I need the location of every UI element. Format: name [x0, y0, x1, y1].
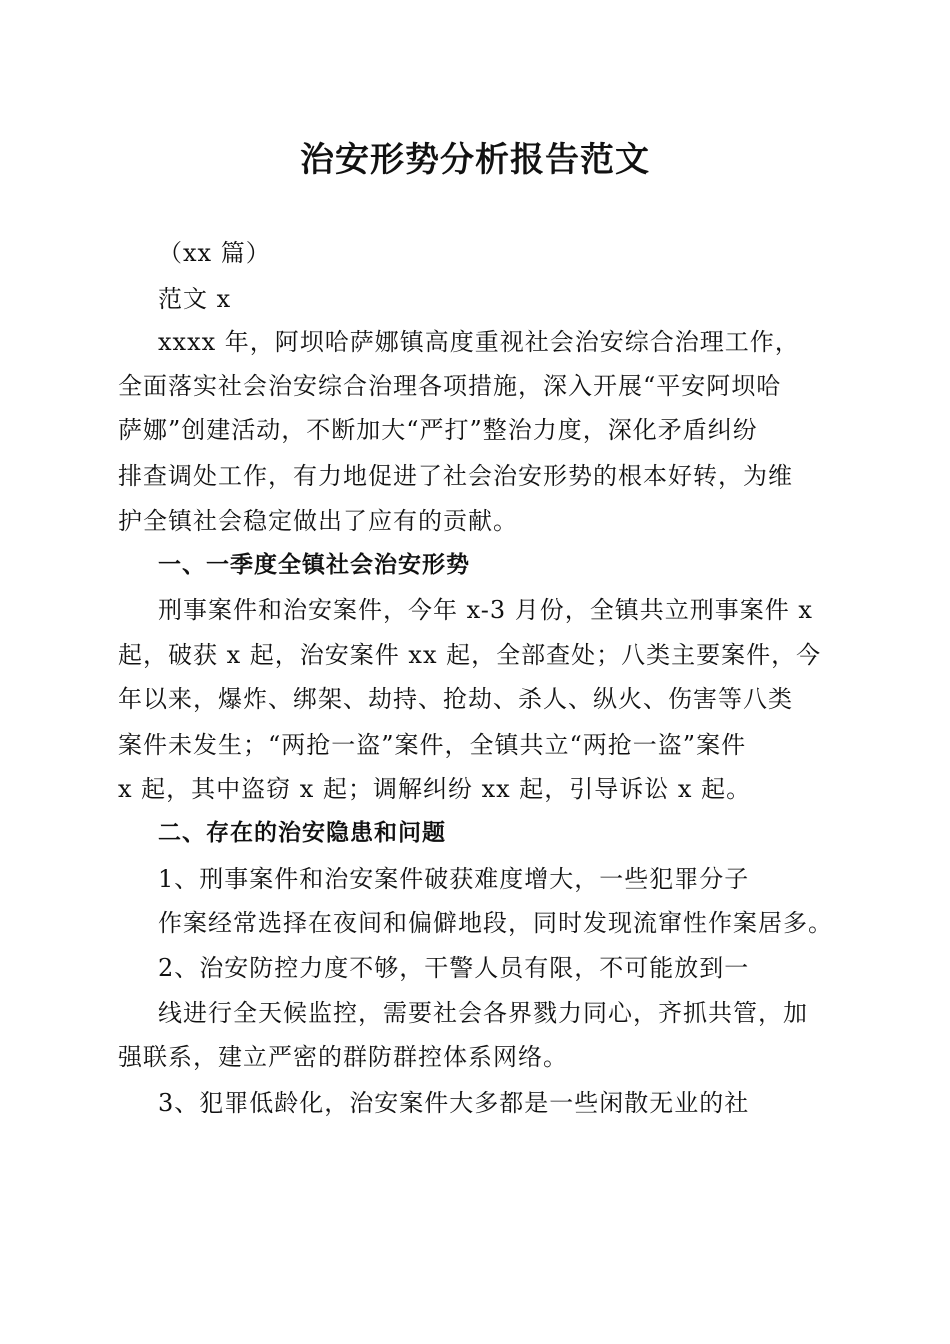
section-heading-2: 二、存在的治安隐患和问题	[158, 820, 446, 846]
paragraph2-line: 案件未发生；“两抢一盗”案件，全镇共立“两抢一盗”案件	[118, 731, 747, 759]
paragraph2-line: 起，破获 x 起，治安案件 xx 起，全部查处；八类主要案件，今	[118, 641, 822, 669]
subtitle: （xx 篇）	[158, 239, 271, 267]
paragraph1-line: 萨娜”创建活动，不断加大“严打”整治力度，深化矛盾纠纷	[118, 416, 758, 444]
document-title: 治安形势分析报告范文	[300, 140, 650, 180]
paragraph2-line: 年以来，爆炸、绑架、劫持、抢劫、杀人、纵火、伤害等八类	[118, 685, 793, 713]
item1-line: 作案经常选择在夜间和偏僻地段，同时发现流窜性作案居多。	[158, 909, 833, 937]
item2-line: 线进行全天候监控，需要社会各界戮力同心，齐抓共管，加	[158, 999, 808, 1027]
section-heading-1: 一、一季度全镇社会治安形势	[158, 552, 470, 578]
item1-line: 1、刑事案件和治安案件破获难度增大，一些犯罪分子	[158, 865, 750, 893]
paragraph2-line: 刑事案件和治安案件，今年 x-3 月份，全镇共立刑事案件 x	[158, 596, 813, 624]
sample-label: 范文 x	[158, 285, 232, 313]
paragraph1-line: 排查调处工作，有力地促进了社会治安形势的根本好转，为维	[118, 462, 793, 490]
paragraph1-line: xxxx 年，阿坝哈萨娜镇高度重视社会治安综合治理工作，	[158, 328, 800, 356]
item2-line: 2、治安防控力度不够，干警人员有限，不可能放到一	[158, 954, 750, 982]
paragraph2-line: x 起，其中盗窃 x 起；调解纠纷 xx 起，引导诉讼 x 起。	[118, 775, 752, 803]
paragraph1-line: 护全镇社会稳定做出了应有的贡献。	[118, 507, 518, 535]
item3-line: 3、犯罪低龄化，治安案件大多都是一些闲散无业的社	[158, 1089, 750, 1117]
item2-line: 强联系，建立严密的群防群控体系网络。	[118, 1043, 568, 1071]
paragraph1-line: 全面落实社会治安综合治理各项措施，深入开展“平安阿坝哈	[118, 372, 782, 400]
